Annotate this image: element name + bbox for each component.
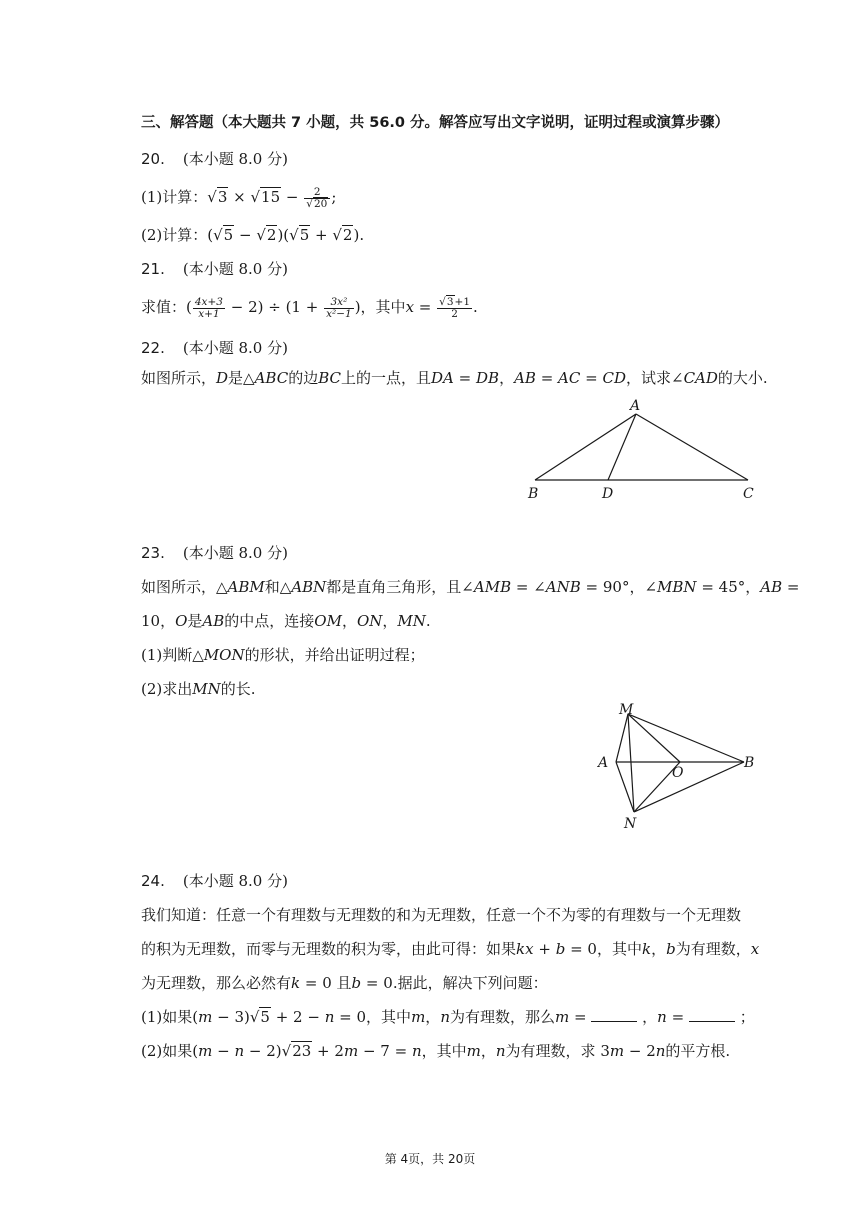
question-24-line-2: 的积为无理数，而零与无理数的积为零，由此可得：如果kx + b = 0，其中k，b为有理数，x	[141, 940, 760, 958]
question-meta: (本小题 8.0 分)	[182, 260, 288, 278]
triangle-abc-figure	[520, 392, 770, 504]
page-footer: 第 4页，共 20页	[384, 1152, 476, 1166]
fraction: $\frac{4x+3}{x+1}$	[194, 295, 223, 320]
question-20-part-2: (2)计算：(√5 − √2)(√5 + √2).	[141, 226, 365, 244]
question-meta: (本小题 8.0 分)	[182, 872, 288, 890]
fraction: $\frac{\text{3x²}}{\text{x²−1}}$	[326, 295, 352, 320]
vertex-label-b: B	[744, 755, 755, 771]
question-23-line-2: 10，O是AB的中点，连接OM，ON，MN.	[141, 612, 431, 630]
question-21-header	[141, 258, 288, 280]
question-22-header	[141, 337, 288, 359]
question-number: 21.	[141, 260, 165, 278]
vertex-label-m: M	[619, 702, 634, 718]
fraction: $\frac{2}{√20}$	[304, 187, 330, 210]
question-number: 24.	[141, 872, 165, 890]
question-meta: (本小题 8.0 分)	[182, 150, 288, 168]
radicand: 15	[261, 188, 281, 206]
vertex-label-a: A	[630, 398, 641, 414]
answer-blank-n[interactable]	[689, 1007, 735, 1022]
part-label: (1)计算：	[141, 188, 208, 206]
question-number: 20.	[141, 150, 165, 168]
question-meta: (本小题 8.0 分)	[182, 339, 288, 357]
part-label: (2)计算：	[141, 226, 208, 244]
question-23-header	[141, 542, 288, 564]
fraction: $\frac{√3+1}{2}$	[439, 295, 471, 320]
question-23-line-1: 如图所示，△ABM和△ABN都是直角三角形，且∠AMB = ∠ANB = 90°，∠MBN = 45°，AB =	[141, 578, 800, 596]
question-number: 23.	[141, 544, 165, 562]
question-meta: (本小题 8.0 分)	[182, 544, 288, 562]
question-20-part-1: (1)计算：√3 × √15 − $\frac{2}{√20}$ ;	[141, 185, 337, 210]
question-24-part-2: (2)如果(m − n − 2)√23 + 2m − 7 = n，其中m，n为有理数，求 3m − 2n的平方根.	[141, 1042, 731, 1060]
vertex-label-b: B	[528, 486, 539, 502]
question-24-line-3: 为无理数，那么必然有k = 0 且b = 0.据此，解决下列问题：	[141, 974, 548, 992]
vertex-label-o: O	[672, 765, 684, 781]
question-24-part-1: (1)如果(m − 3)√5 + 2 − n = 0，其中m，n为有理数，那么m = ，n = ；	[141, 1008, 755, 1026]
vertex-label-a: A	[598, 755, 609, 771]
question-22-body: 如图所示，D是△ABC的边BC上的一点，且DA = DB，AB = AC = CD，试求∠CAD的大小.	[141, 369, 768, 387]
vertex-label-d: D	[602, 486, 614, 502]
question-20-header	[141, 148, 288, 170]
vertex-label-n: N	[624, 816, 637, 832]
triangle-mon-figure	[594, 700, 766, 832]
answer-blank-m[interactable]	[591, 1007, 637, 1022]
section-title: 三、解答题（本大题共 7 小题，共 56.0 分。解答应写出文字说明，证明过程或演算步骤）	[141, 115, 730, 131]
question-number: 22.	[141, 339, 165, 357]
question-24-header	[141, 870, 288, 892]
question-23-part-1: (1)判断△MON的形状，并给出证明过程；	[141, 646, 425, 664]
question-24-line-1: 我们知道：任意一个有理数与无理数的和为无理数，任意一个不为零的有理数与一个无理数	[141, 906, 742, 924]
question-23-part-2: (2)求出MN的长.	[141, 680, 256, 698]
radicand: 3	[217, 188, 228, 206]
question-21-body: 求值：( $\frac{4x+3}{x+1}$ − 2) ÷ (1 + $\frac{\text{3x²}}{\text{x²−1}}$ )，其中x = $\frac{√3+1}{2}$ .	[141, 295, 478, 320]
vertex-label-c: C	[743, 486, 754, 502]
